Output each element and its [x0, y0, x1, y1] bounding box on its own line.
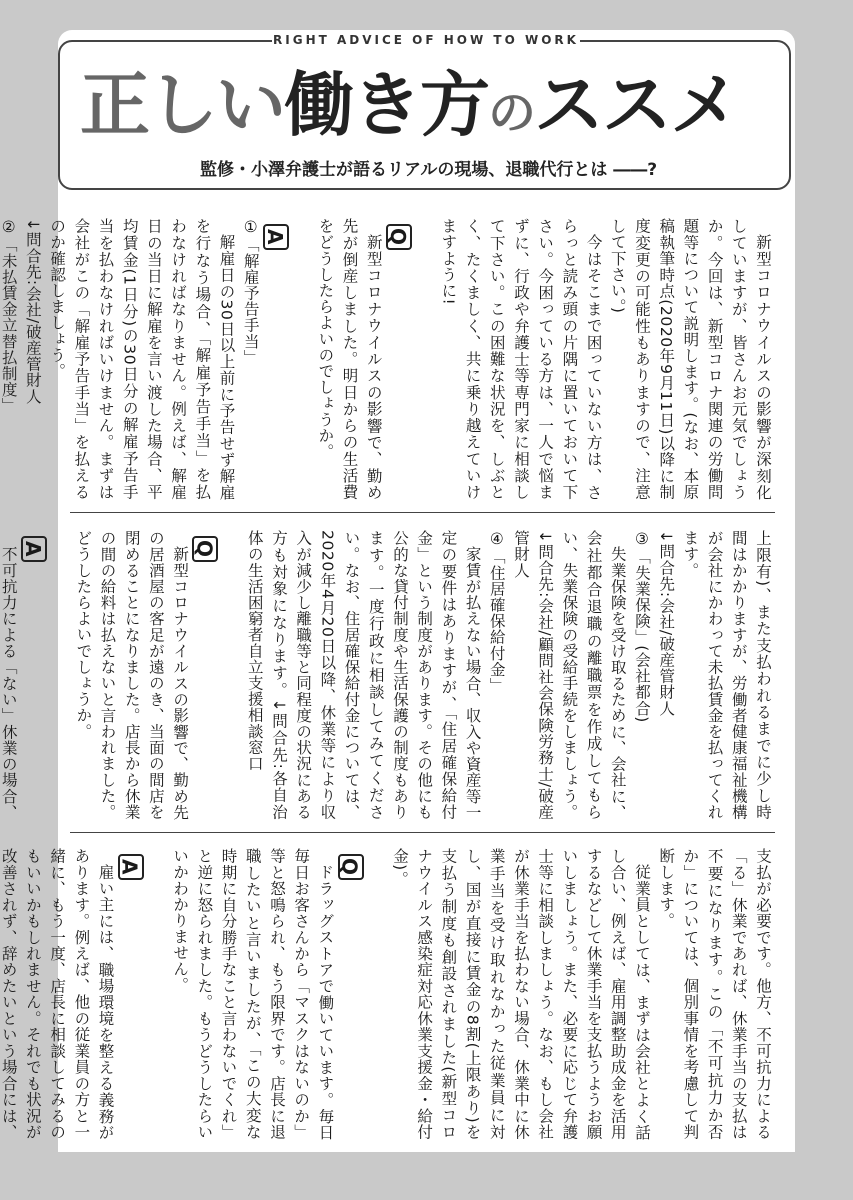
title-part1: 正しい	[80, 64, 284, 146]
article-band-3	[0, 848, 775, 1140]
title-part4: ススメ	[534, 64, 739, 146]
answer-text-1: 解雇日の30日以上前に予告せず解雇を行なう場合、「解雇予告手当」を払わなければなりません。例えば、解雇日の当日に解雇を言い渡した場合、平均賃金(1日分)の30日分の解雇予告手当を払わなければいけません。まずは会社がこの「解雇予告手当」を払えるのか確認しましょう。	[48, 218, 236, 500]
contact-line: ↓問合先:会社/破産管財人	[657, 530, 676, 717]
intro-paragraph-1: 新型コロナウイルスの影響が深刻化していますが、皆さんお元気でしょうか。今回は、新型コロナ関連の労働問題等について説明します。(なお、本原稿執筆時点(2020年9月11日)以降に制度変更の可能性もありますので、注意して下さい。)	[608, 218, 772, 500]
answer-badge: A	[118, 854, 144, 880]
subtitle: 監修・小澤弁護士が語るリアルの現場、退職代行とは ――?	[200, 160, 658, 180]
question-text: 新型コロナウイルスの影響で、勤め先の居酒屋の客足が遠のき、当面の間店を閉めることになりました。店長から休業の間の給料は払えないと言われました。どうしたらよいでしょうか。	[74, 530, 190, 820]
answer-badge: A	[21, 536, 47, 562]
divider	[70, 512, 775, 513]
answer-heading-2: ②「未払賃金立替払制度」	[0, 218, 18, 414]
answer-text-4: 家賃が払えない場合、収入や資産等一定の要件はありますが、「住居確保給付金」という制度があります。その他にも公的な貸付制度や生活保護の制度もあります。一度行政に相談してみてください。なお、住居確保給付金については、2020年4月20日以降、休業等により収入が減少し離職等と同程度の状況にある方も対象になります。↓問合先:各自治体の生活困窮者自立支援相談窓口	[245, 530, 482, 820]
title-part2: 働き方	[284, 64, 488, 146]
continued-text: 上限有)、また支払われるまでに少し時間はかかりますが、労働者健康福祉機構が会社にかわって未払賃金を払ってくれます。	[681, 530, 772, 820]
question-badge: Q	[386, 224, 412, 250]
answer-text-3: 失業保険を受け取るために、会社に、会社都合退職の離職票を作成してもらい、失業保険の受給手続をしましょう。↓問合先:会社/顧問社会保険労務士/破産管財人	[511, 530, 627, 820]
page-title	[80, 60, 780, 150]
answer-badge: A	[263, 224, 289, 250]
continued-text: 支払が必要です。他方、不可抗力による「る」休業であれば、休業手当の支払は不要になります。この「不可抗力か否か」については、個別事情を考慮して判断します。	[657, 848, 772, 1140]
question-text: 新型コロナウイルスの影響で、勤め先が倒産しました。明日からの生活費をどうしたらよいのでしょうか。	[316, 218, 383, 500]
answer-heading-4: ④「住居確保給付金」	[487, 530, 506, 694]
article-band-2	[0, 530, 775, 820]
article-band-1	[0, 218, 775, 500]
question-badge: Q	[192, 536, 218, 562]
answer-heading-1: ①「解雇予告手当」	[241, 218, 260, 366]
title-part3: の	[488, 85, 535, 141]
intro-paragraph-2: 今はそこまで困っていない方は、さらっと読み頭の片隅に置いておいて下さい。今困っている方は、一人で悩まずに、行政や弁護士等専門家に相談して下さい。この困難な状況を、しぶとく、たくましく、共に乗り越えていけますように!	[439, 218, 603, 500]
answer-text: 不可抗力による「ない」休業の場合、	[0, 545, 18, 820]
paragraph-2: 従業員としては、まずは会社とよく話し合い、例えば、雇用調整助成金を活用するなどして休業手当を支払うようお願いしましょう。また、必要に応じて弁護士等に相談しましょう。なお、もし会社が休業手当を払わない場合、休業中に休業手当を受け取れなかった従業員に対し、国が直接に賃金の8割(上限あり)を支払う制度も創設されました(新型コロナウイルス感染症対応休業支援金・給付金)。	[390, 848, 651, 1140]
answer-heading-3: ③「失業保険」(会社都合)	[632, 530, 651, 723]
eyebrow: RIGHT ADVICE OF HOW TO WORK	[272, 30, 580, 50]
answer-text: 雇い主には、職場環境を整える義務があります。例えば、他の従業員の方と一緒に、もう一度、店長に相談してみるのもいいかもしれません。それでも状況が改善されず、辞めたいという場合には、	[0, 848, 115, 1140]
divider	[70, 832, 775, 833]
question-text: ドラッグストアで働いています。毎日毎日お客さんから「マスクはないのか」等と怒鳴られ、もう限界です。店長に退職したいと言いましたが、「この大変な時期に自分勝手なこと言わないでくれ」と逆に怒られました。もうどうしたらいいかわかりません。	[171, 848, 335, 1140]
footer-bar	[0, 1152, 853, 1200]
answer-contact-1: ↓問合先:会社/破産管財人	[23, 218, 42, 405]
question-badge: Q	[338, 854, 364, 880]
